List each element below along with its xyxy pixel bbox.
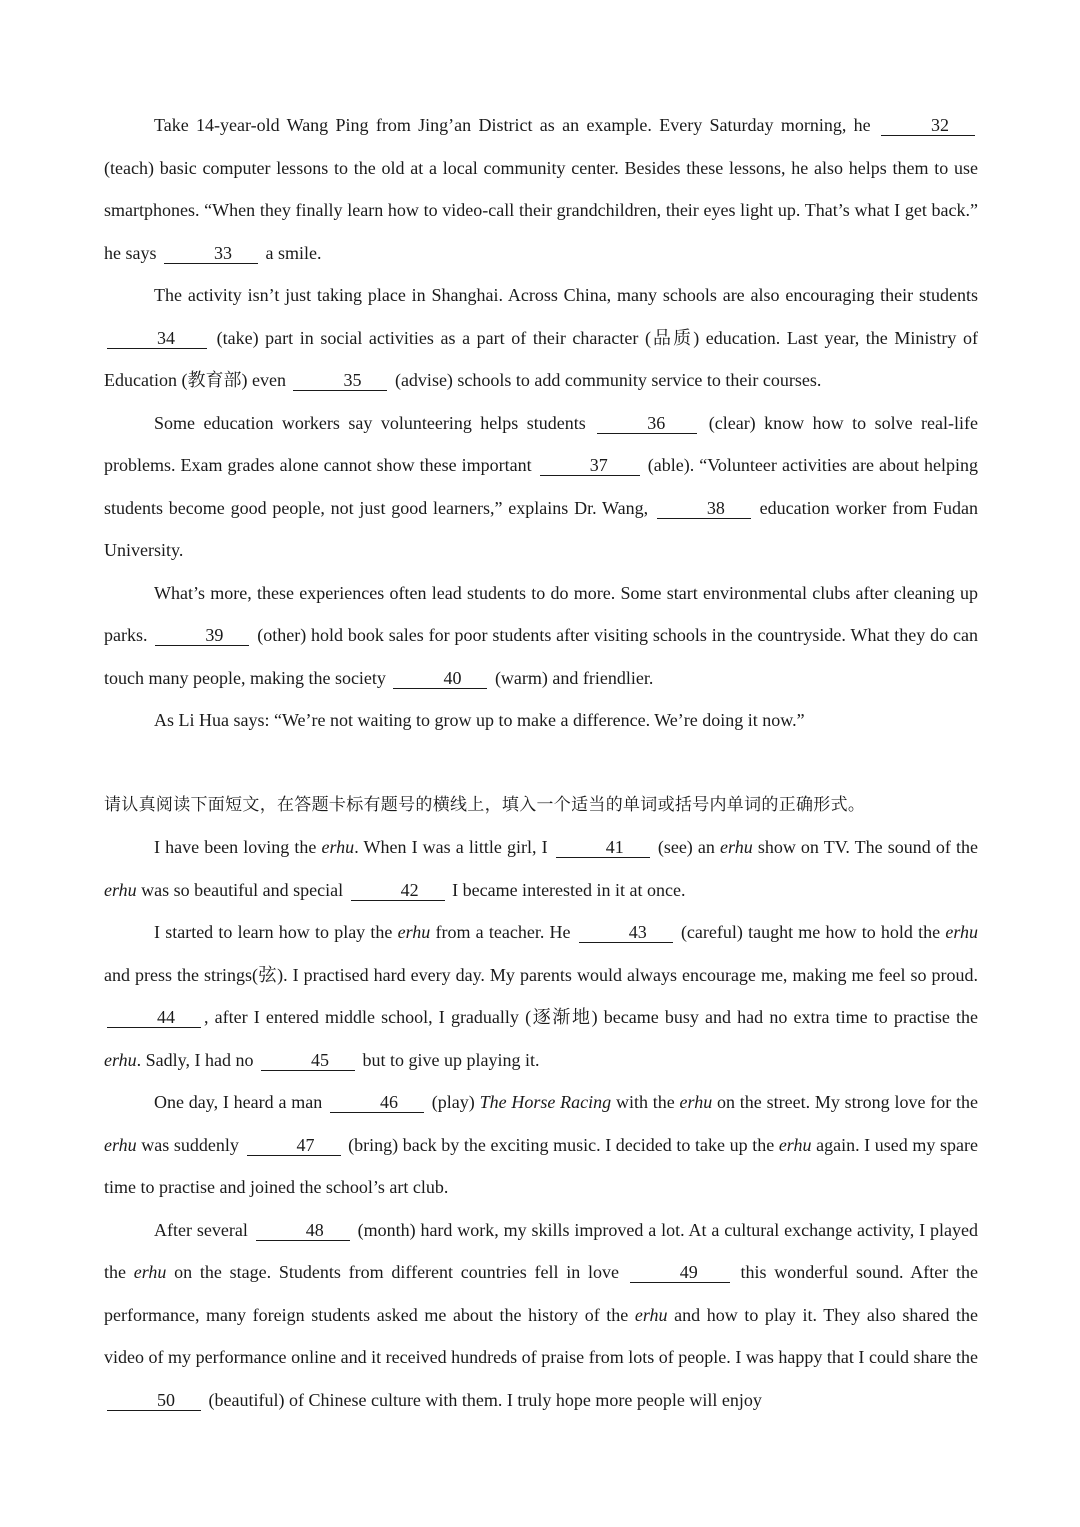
text: (take) part in social activities as a part of their character (品质) education. Last year, the Ministry of Education (教育部) even xyxy=(104,327,978,390)
text: One day, I heard a man xyxy=(154,1092,328,1112)
text: . Sadly, I had no xyxy=(136,1049,258,1070)
erhu-word: erhu xyxy=(679,1092,713,1112)
blank-42[interactable]: 42 xyxy=(351,880,445,901)
paragraph xyxy=(104,911,978,1081)
paragraph: As Li Hua says: “We’re not waiting to grow up to make a difference. We’re doing it now.” xyxy=(154,710,805,730)
blank-32[interactable]: 32 xyxy=(881,115,975,136)
text: show on TV. The sound of the xyxy=(752,837,978,857)
text: (warm) and friendlier. xyxy=(490,667,654,688)
erhu-word: erhu xyxy=(104,1134,137,1155)
paragraph xyxy=(104,1209,978,1422)
text: I have been loving the xyxy=(154,837,322,857)
text: on the street. My strong love for the xyxy=(712,1092,979,1112)
blank-35[interactable]: 35 xyxy=(293,370,387,391)
music-title: The Horse Racing xyxy=(479,1092,612,1112)
blank-39[interactable]: 39 xyxy=(155,625,249,646)
text: again. I used my spare time to practise and joined the school’s art club. xyxy=(104,1134,978,1197)
text: (month) hard work, my skills improved a lot. At a cultural exchange activity, I played the xyxy=(104,1219,978,1282)
text: on the stage. Students from different countries fell in love xyxy=(166,1262,627,1282)
text: Take 14-year-old Wang Ping from Jing’an District as an example. Every Saturday morning, he xyxy=(154,115,878,135)
erhu-word: erhu xyxy=(397,922,431,942)
blank-45[interactable]: 45 xyxy=(261,1050,355,1071)
erhu-word: erhu xyxy=(133,1262,167,1282)
erhu-word: erhu xyxy=(321,837,355,857)
text: (clear) know how to solve real-life problems. Exam grades alone cannot show these important xyxy=(104,412,978,475)
text: was suddenly xyxy=(136,1134,244,1155)
text: (careful) taught me how to hold the xyxy=(675,922,946,942)
blank-36[interactable]: 36 xyxy=(597,413,697,434)
paragraph xyxy=(104,826,978,911)
erhu-word: erhu xyxy=(945,922,978,942)
blank-41[interactable]: 41 xyxy=(556,837,650,858)
erhu-word: erhu xyxy=(720,837,753,857)
text: (see) an xyxy=(652,837,721,857)
text: with the xyxy=(611,1092,680,1112)
text: I started to learn how to play the xyxy=(154,922,398,942)
text: this wonderful sound. After the performance, many foreign students asked me about the history of the xyxy=(104,1262,978,1325)
paragraph xyxy=(104,104,978,274)
blank-48[interactable]: 48 xyxy=(256,1220,350,1241)
text: (other) hold book sales for poor students after visiting schools in the countryside. What they do can touch many people, making the society xyxy=(104,625,978,688)
text: . When I was a little girl, I xyxy=(354,837,553,857)
blank-40[interactable]: 40 xyxy=(393,668,487,689)
blank-50[interactable]: 50 xyxy=(107,1390,201,1411)
text: but to give up playing it. xyxy=(358,1049,540,1070)
text: After several xyxy=(154,1219,253,1240)
blank-44[interactable]: 44 xyxy=(107,1007,201,1028)
text: (advise) schools to add community service to their courses. xyxy=(390,370,822,390)
text: a smile. xyxy=(261,242,322,263)
blank-46[interactable]: 46 xyxy=(330,1092,424,1113)
text: I became interested in it at once. xyxy=(447,879,686,900)
text: Some education workers say volunteering helps students xyxy=(154,412,595,433)
blank-37[interactable]: 37 xyxy=(540,455,640,476)
text: from a teacher. He xyxy=(430,922,576,942)
blank-43[interactable]: 43 xyxy=(579,922,673,943)
text: education worker from Fudan University. xyxy=(104,497,978,560)
text: (play) xyxy=(427,1092,480,1112)
text: was so beautiful and special xyxy=(136,879,348,900)
text: (teach) basic computer lessons to the old at a local community center. Besides these lessons, he also helps them to use smartphones. “When they finally learn how to video-call their grandchildren, their eyes light up. That’s what I get back.” he says xyxy=(104,157,978,263)
text: and press the strings(弦). I practised hard every day. My parents would always encourage me, making me feel so proud. xyxy=(104,964,978,985)
blank-34[interactable]: 34 xyxy=(107,328,207,349)
erhu-word: erhu xyxy=(778,1134,812,1155)
text: (beautiful) of Chinese culture with them. I truly hope more people will enjoy xyxy=(204,1389,762,1410)
paragraph xyxy=(104,274,978,402)
paragraph xyxy=(104,402,978,572)
paragraph xyxy=(104,1081,978,1209)
paragraph xyxy=(104,572,978,700)
text: (bring) back by the exciting music. I decided to take up the xyxy=(343,1134,779,1155)
blank-33[interactable]: 33 xyxy=(164,243,258,264)
erhu-word: erhu xyxy=(104,879,137,900)
blank-38[interactable]: 38 xyxy=(657,498,751,519)
text: and how to play it. They also shared the video of my performance online and it received hundreds of praise from lots of people. I was happy that I could share the xyxy=(104,1304,978,1367)
text: The activity isn’t just taking place in Shanghai. Across China, many schools are also encouraging their students xyxy=(154,285,978,305)
text: , after I entered middle school, I gradually (逐渐地) became busy and had no extra time to practise the xyxy=(204,1007,978,1027)
text: (able). “Volunteer activities are about helping students become good people, not just good learners,” explains Dr. Wang, xyxy=(104,455,979,518)
erhu-word: erhu xyxy=(104,1049,137,1070)
document-page xyxy=(104,104,978,1421)
blank-47[interactable]: 47 xyxy=(247,1135,341,1156)
instruction: 请认真阅读下面短文，在答题卡标有题号的横线上，填入一个适当的单词或括号内单词的正确形式。 xyxy=(104,794,866,815)
text: What’s more, these experiences often lead students to do more. Some start environmental clubs after cleaning up parks. xyxy=(104,582,978,645)
blank-49[interactable]: 49 xyxy=(630,1262,730,1283)
erhu-word: erhu xyxy=(634,1304,668,1325)
